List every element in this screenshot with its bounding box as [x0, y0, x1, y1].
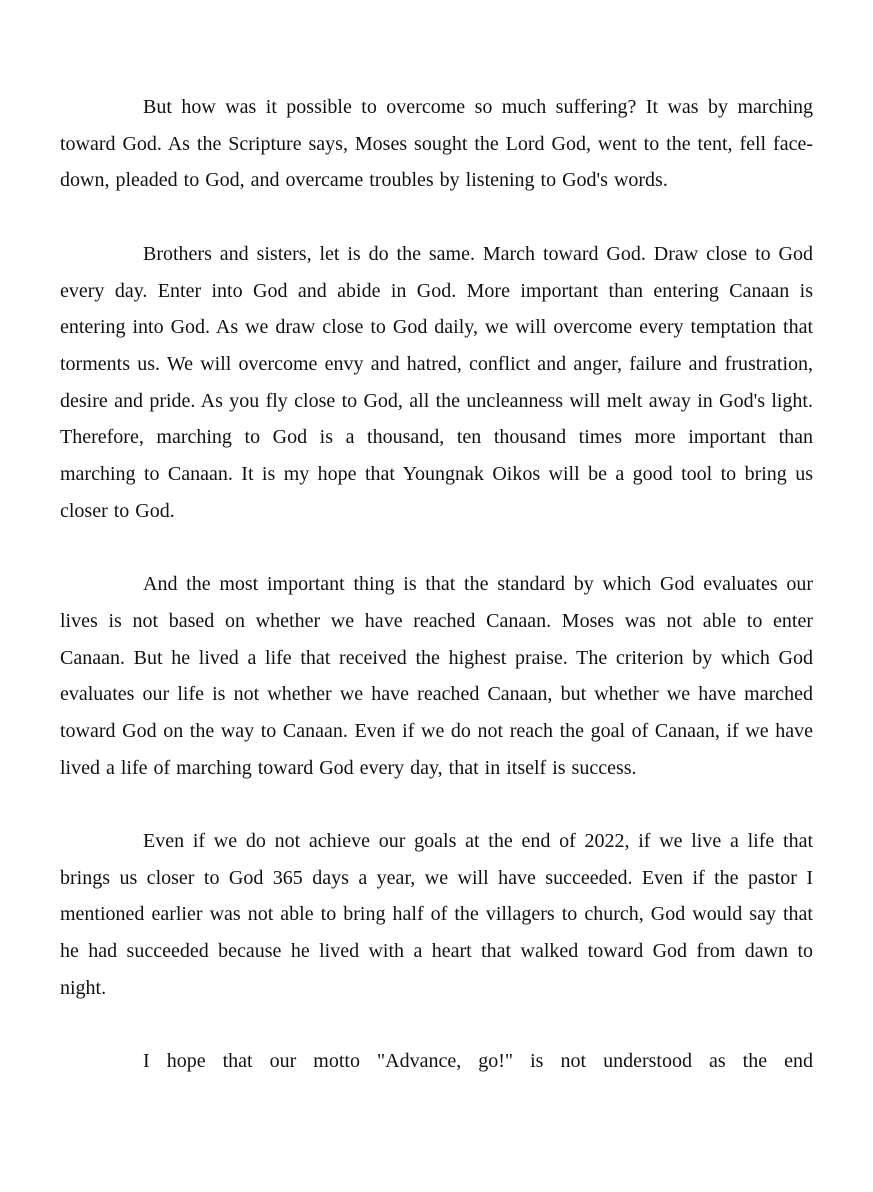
document-page	[60, 89, 813, 1080]
paragraph-1: But how was it possible to overcome so much suffering? It was by marching toward God. As the Scripture says, Moses sought the Lord God, went to the tent, fell face-down, pleaded to God, and overcame troubles by listening to God's words.	[60, 96, 813, 192]
paragraph-2: Brothers and sisters, let is do the same. March toward God. Draw close to God every day. Enter into God and abide in God. More important than entering Canaan is entering into God. As we draw close to God daily, we will overcome every temptation that torments us. We will overcome envy and hatred, conflict and anger, failure and frustration, desire and pride. As you fly close to God, all the uncleanness will melt away in God's light. Therefore, marching to God is a thousand, ten thousand times more important than marching to Canaan. It is my hope that Youngnak Oikos will be a good tool to bring us closer to God.	[60, 242, 813, 522]
paragraph-3: And the most important thing is that the standard by which God evaluates our lives is not based on whether we have reached Canaan. Moses was not able to enter Canaan. But he lived a life that received the highest praise. The criterion by which God evaluates our life is not whether we have reached Canaan, but whether we have marched toward God on the way to Canaan. Even if we do not reach the goal of Canaan, if we have lived a life of marching toward God every day, that in itself is success.	[60, 573, 813, 779]
paragraph-5: I hope that our motto "Advance, go!" is not understood as the end	[143, 1050, 813, 1073]
paragraph-4: Even if we do not achieve our goals at the end of 2022, if we live a life that brings us closer to God 365 days a year, we will have succeeded. Even if the pastor I mentioned earlier was not able to bring half of the villagers to church, God would say that he had succeeded because he lived with a heart that walked toward God from dawn to night.	[60, 830, 813, 999]
